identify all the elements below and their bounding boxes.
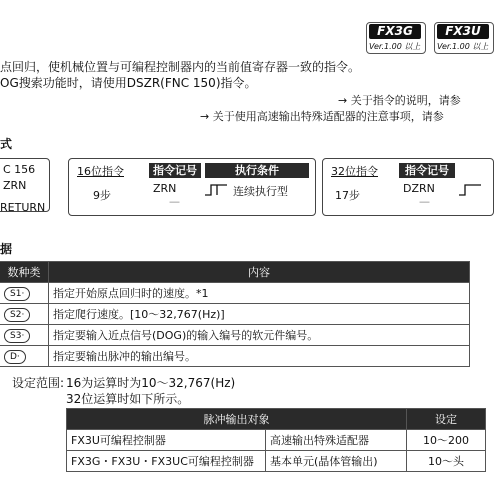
row-text: 指定要输入近点信号(DOG)的输入编号的软元件编号。: [49, 325, 470, 346]
pulse-unit: 基本单元(晶体管输出): [266, 451, 407, 472]
box16-mnemonic: ZRN: [153, 182, 177, 195]
fx3u-version-badge: [434, 22, 494, 54]
pulse-target-header: 脉冲输出对象: [67, 409, 407, 430]
fx3g-version: Ver.1.00 以上: [369, 42, 421, 51]
table-row: [0, 283, 470, 304]
col-type-header: 数种类: [0, 262, 49, 283]
operand-s1: S1·: [4, 287, 30, 301]
box16-col2-header: 执行条件: [205, 163, 309, 178]
box-32bit: [322, 158, 494, 216]
box16-dash: —: [169, 195, 180, 208]
table-row: [0, 325, 470, 346]
operand-s3: S3·: [4, 329, 30, 343]
pulse-unit: 高速输出特殊适配器: [266, 430, 407, 451]
section-data-heading: 据: [0, 242, 13, 256]
continuous-exec-icon-32: [459, 183, 481, 197]
continuous-exec-icon: [205, 183, 227, 197]
box16-steps: 9步: [93, 189, 111, 202]
fx3g-label: FX3G: [369, 24, 421, 39]
operand-d: D·: [4, 350, 26, 364]
box32-title: 32位指令: [331, 165, 378, 178]
operand-s2: S2·: [4, 308, 30, 322]
fx3u-version: Ver.1.00 以上: [437, 42, 489, 51]
table-row: [0, 346, 470, 367]
fnc-name: ZRN: [3, 179, 27, 192]
box16-col1-header: 指令记号: [149, 163, 201, 178]
pulse-setting: 10～头: [407, 451, 486, 472]
fx3g-version-badge: [366, 22, 426, 54]
pulse-output-table: [66, 408, 486, 472]
ref-link-2[interactable]: → 关于使用高速输出特殊适配器的注意事项，请参: [200, 110, 444, 123]
pulse-target: FX3U可编程控制器: [67, 430, 266, 451]
range-label: 设定范围:: [12, 376, 65, 390]
table-row: [67, 430, 486, 451]
table-header: [0, 262, 470, 283]
fnc-number: C 156: [3, 163, 36, 176]
row-text: 指定开始原点回归时的速度。*1: [49, 283, 470, 304]
col-content-header: 内容: [49, 262, 470, 283]
fx3u-label: FX3U: [437, 24, 489, 39]
operand-table: [0, 261, 470, 367]
section-format-heading: 式: [0, 137, 13, 151]
table-row: [0, 304, 470, 325]
intro-line-2: OG搜索功能时，请使用DSZR(FNC 150)指令。: [0, 76, 257, 90]
box32-steps: 17步: [335, 189, 360, 202]
range-line-2: 32位运算时如下所示。: [66, 392, 190, 406]
box-16bit: [68, 158, 316, 216]
box32-col1-header: 指令记号: [399, 163, 455, 178]
box32-mnemonic: DZRN: [403, 182, 435, 195]
table-row: [67, 451, 486, 472]
ref-link-1[interactable]: → 关于指令的说明，请参: [338, 94, 461, 107]
row-text: 指定爬行速度。[10～32,767(Hz)]: [49, 304, 470, 325]
intro-line-1: 点回归，使机械位置与可编程控制器内的当前值寄存器一致的指令。: [0, 60, 361, 74]
box32-dash: —: [419, 195, 430, 208]
box16-exec-type: 连续执行型: [233, 185, 288, 198]
pulse-target: FX3G・FX3U・FX3UC可编程控制器: [67, 451, 266, 472]
fnc-description: RETURN: [0, 201, 46, 214]
range-line-1: 16为运算时为10～32,767(Hz): [66, 376, 236, 390]
table-header: [67, 409, 486, 430]
setting-header: 设定: [407, 409, 486, 430]
row-text: 指定要输出脉冲的输出编号。: [49, 346, 470, 367]
pulse-setting: 10～200: [407, 430, 486, 451]
box16-title: 16位指令: [77, 165, 124, 178]
